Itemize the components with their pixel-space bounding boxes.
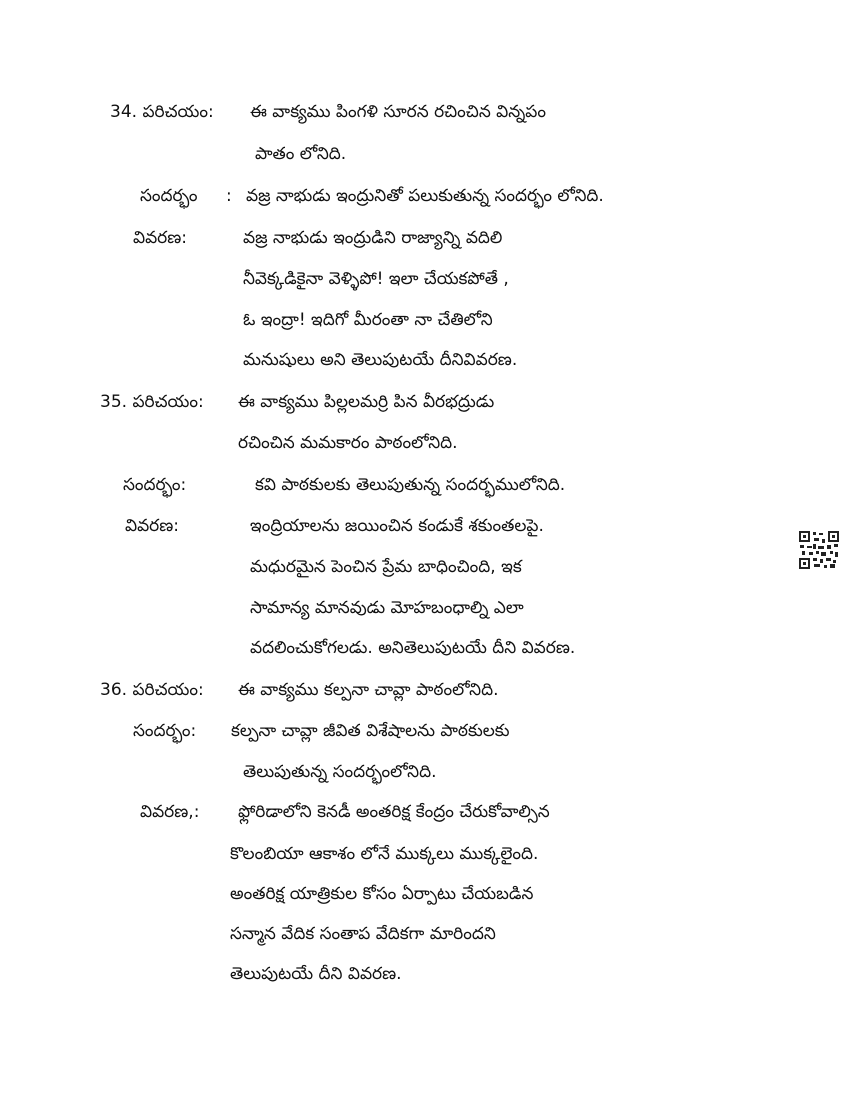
q35-explanation-line-3: సామాన్య మానవుడు మోహబంధాల్ని ఎలా xyxy=(250,598,524,618)
q36-context-label: సందర్భం: xyxy=(133,721,197,741)
q34-explanation-line-4: మనుషులు అని తెలుపుటయే దీనివివరణ. xyxy=(243,350,518,370)
q34-context-text: వజ్ర నాభుడు ఇంద్రునితో పలుకుతున్న సందర్భం లోనిది. xyxy=(246,186,604,206)
qr-code-icon xyxy=(799,531,839,569)
q34-context-label: సందర్భం xyxy=(140,186,198,206)
q34-label: 34. పరిచయం: xyxy=(110,102,214,122)
q36-label: 36. పరిచయం: xyxy=(100,680,204,700)
q34-explanation-line-1: వజ్ర నాభుడు ఇంద్రుడిని రాజ్యాన్ని వదిలి xyxy=(243,228,503,248)
q35-explanation-line-1: ఇంద్రియాలను జయించిన కండుకే శకుంతలపై. xyxy=(250,516,544,536)
q36-explanation-label: వివరణ,: xyxy=(140,802,200,822)
q34-explanation-label: వివరణ: xyxy=(133,228,188,248)
q36-explanation-line-3: అంతరిక్ష యాత్రికుల కోసం ఏర్పాటు చేయబడిన xyxy=(230,884,534,904)
q35-explanation-line-2: మధురమైన పెంచిన ప్రేమ బాధించింది, ఇక xyxy=(250,557,522,577)
q34-intro-line-2: పాతం లోనిది. xyxy=(255,144,347,164)
q36-explanation-line-4: సన్మాన వేదిక సంతాప వేదికగా మారిందని xyxy=(230,924,496,944)
q36-context-line-1: కల్పనా చావ్లా జీవిత విశేషాలను పాఠకులకు xyxy=(231,721,510,741)
q35-explanation-line-4: వదలించుకోగలడు. అనితెలుపుటయే దీని వివరణ. xyxy=(250,638,576,658)
q36-explanation-line-5: తెలుపుటయే దీని వివరణ. xyxy=(230,964,402,984)
q35-label: 35. పరిచయం: xyxy=(100,392,204,412)
q36-explanation-line-1: ఫ్లోరిడాలోని కెనడీ అంతరిక్ష కేంద్రం చేరుకోవాల్సిన xyxy=(238,802,550,822)
q35-context-label: సందర్భం: xyxy=(123,475,187,495)
q36-intro-line-1: ఈ వాక్యము కల్పనా చావ్లా పాఠంలోనిది. xyxy=(238,680,499,700)
q35-intro-line-1: ఈ వాక్యము పిల్లలమర్రి పిన వీరభద్రుడు xyxy=(238,392,495,412)
q34-intro-line-1: ఈ వాక్యము పింగళి సూరన రచించిన విన్నపం xyxy=(250,102,546,122)
q35-context-text: కవి పాఠకులకు తెలుపుతున్న సందర్భములోనిది. xyxy=(255,475,566,495)
q36-explanation-line-2: కొలంబియా ఆకాశం లోనే ముక్కలు ముక్కలైంది. xyxy=(230,844,539,864)
q35-intro-line-2: రచించిన మమకారం పాఠంలోనిది. xyxy=(238,433,458,453)
q35-explanation-label: వివరణ: xyxy=(125,516,180,536)
q34-explanation-line-2: నీవెక్కడికైనా వెళ్ళిపో! ఇలా చేయకపోతే , xyxy=(243,269,509,289)
q34-explanation-line-3: ఓ ఇంద్రా! ఇదిగో మీరంతా నా చేతిలోని xyxy=(243,310,493,330)
q36-context-line-2: తెలుపుతున్న సందర్భంలోనిది. xyxy=(243,762,437,782)
q34-context-colon: : xyxy=(226,186,232,206)
